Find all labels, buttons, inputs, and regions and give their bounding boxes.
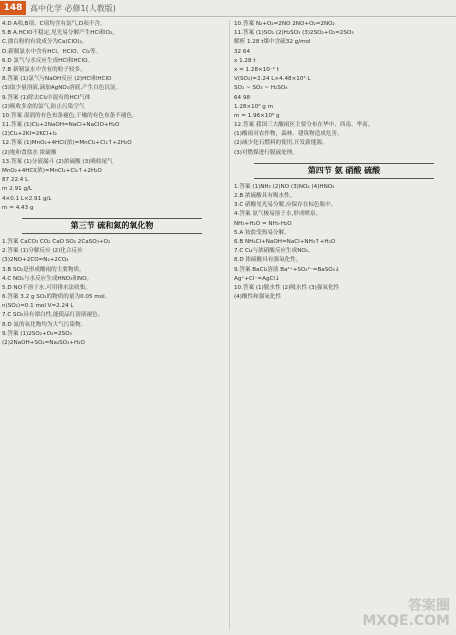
section-title-right: 第四节 氨 硝酸 硫酸 — [254, 163, 434, 179]
answer-line: 11.答案 (1)Cl₂+2NaOH=NaCl+NaClO+H₂O — [2, 122, 120, 129]
answer-line: x 1.28 t — [234, 57, 256, 64]
answer-line: 87 22.4 L — [2, 177, 29, 184]
right-answer-list-2 — [234, 183, 456, 302]
answer-line: 3.B SO₂是形成酸雨的主要物质。 — [2, 266, 85, 273]
answer-line: NH₃+H₂O = NH₃·H₂O — [234, 220, 292, 227]
answer-line: n(SO₂)=0.1 mol V=2.24 L — [2, 303, 74, 310]
answer-line: 9.答案 BaCl₂溶液 Ba²⁺+SO₄²⁻=BaSO₄↓ — [234, 266, 340, 273]
answer-line: (2)吸收多余的氯气,防止污染空气 — [2, 103, 85, 110]
answer-line: 11.答案 (1)SO₂ (2)H₂SO₃ (3)2SO₂+O₂=2SO₃ — [234, 30, 354, 37]
answer-line: V(SO₂)=2.24 L×4.48×10³ L — [234, 76, 311, 83]
page-header — [0, 0, 456, 16]
left-answer-list-2 — [2, 238, 224, 348]
answer-line: 8.答案 (1)氯气与NaOH反应 (2)HCl和HClO — [2, 76, 112, 83]
answer-line: 12.答案 (1)MnO₂+4HCl(浓)=MnCl₂+Cl₂↑+2H₂O — [2, 140, 132, 147]
page-number: 148 — [0, 1, 26, 15]
answer-line: m = 1.96×10⁶ g — [234, 112, 280, 119]
answer-line: 8.D 氮的氧化物均为大气污染物。 — [2, 321, 87, 328]
answer-line: 解析 1.28 t煤中含硫32 g/mol — [234, 39, 311, 46]
watermark-line-1: 答案圈 — [408, 598, 450, 614]
answer-line: 13.答案 (1)分液漏斗 (2)浓硫酸 (3)吸收尾气 — [2, 158, 113, 165]
column-divider — [229, 20, 230, 630]
answer-line: (2)2NaOH+SO₂=Na₂SO₃+H₂O — [2, 340, 85, 346]
answer-line: (2)减少化石燃料的使用,开发新能源。 — [234, 140, 328, 147]
answer-line: Ag⁺+Cl⁻=AgCl↓ — [234, 275, 280, 282]
answer-line: C.漂白粉的有效成分为Ca(ClO)₂。 — [2, 39, 88, 46]
answer-line: 7.C SO₂具有漂白性,能使品红溶液褪色。 — [2, 312, 104, 319]
answer-line: SO₂ ~ SO₃ ~ H₂SO₄ — [234, 85, 288, 92]
answer-line: 1.28×10⁶ g m — [234, 103, 274, 110]
answer-line: 7.B 新制氯水中含有的粒子较多。 — [2, 66, 86, 73]
answer-line: (1)酸雨对农作物、森林、建筑物造成危害。 — [234, 131, 343, 138]
answer-line: 10.答案 湿润的有色布条褪色,干燥的有色布条不褪色。 — [2, 112, 138, 119]
answer-line: 6.D 氯气与水反应生成HCl和HClO。 — [2, 57, 94, 64]
answer-line: 7.C Cu与浓硝酸反应生成NO₂。 — [234, 248, 314, 255]
answer-line: 3.C 硝酸见光易分解,应保存在棕色瓶中。 — [234, 202, 337, 209]
answer-line: 4.D A项,B项、C项均含有氯气,D项不含。 — [2, 21, 106, 27]
answer-line: 5.B A.HClO不稳定,见光易分解产生HCl和O₂。 — [2, 30, 118, 37]
answer-line: MnO₂+4HCl(浓)=MnCl₂+Cl₂↑+2H₂O — [2, 168, 102, 174]
answer-line: m = 4.43 g — [2, 204, 34, 211]
answer-line: 10.答案 (1)脱水性 (2)吸水性 (3)强氧化性 — [234, 284, 340, 291]
answer-line: 5.A 铵盐受热易分解。 — [234, 229, 290, 236]
answer-line: (3)对燃煤进行脱硫处理。 — [234, 149, 298, 156]
answer-line: 6.答案 3.2 g SO₂的物质的量为0.05 mol。 — [2, 294, 111, 301]
answer-line: 9.答案 (1)除去Cl₂中混有的HCl气体 — [2, 94, 91, 101]
answer-line: 4×0.1 L×2.91 g/L — [2, 195, 52, 202]
answer-line: 2.B 浓硫酸具有吸水性。 — [234, 193, 296, 199]
left-column — [2, 20, 224, 348]
section-title-left: 第三节 硫和氮的氧化物 — [22, 218, 202, 234]
answer-line: 6.B NH₄Cl+NaOH=NaCl+NH₃↑+H₂O — [234, 238, 336, 245]
answer-line: (4)酸性和强氧化性 — [234, 294, 282, 301]
book-title: 高中化学 必修1(人教版) — [30, 3, 116, 13]
answer-line: (2)Cl₂+2KI=2KCl+I₂ — [2, 131, 57, 138]
answer-line: 12.答案 我国三大酸雨区主要分布在华中、西南、华南。 — [234, 122, 374, 129]
answer-line: 9.答案 (1)2SO₂+O₂=2SO₃ — [2, 330, 72, 337]
answer-line: (3)取少量溶液,滴加AgNO₃溶液,产生白色沉淀。 — [2, 85, 122, 92]
right-answer-list — [234, 20, 456, 158]
answer-line: 1.答案 CaCO₃ CO₂ CaO SO₂ 2CaSO₃+O₂ — [2, 238, 111, 245]
answer-line: 8.D 浓硫酸具有强氧化性。 — [234, 257, 302, 264]
right-column — [234, 20, 456, 302]
answer-line: x = 1.28×10⁻² t — [234, 66, 279, 73]
answer-line: 4.答案 氨气极易溶于水,形成喷泉。 — [234, 211, 322, 218]
answer-line: 10.答案 N₂+O₂=2NO 2NO+O₂=2NO₂ — [234, 21, 335, 27]
answer-line: (3)2NO+2CO=N₂+2CO₂ — [2, 257, 69, 264]
answer-line: D.新制氯水中含有HCl、HClO、Cl₂等。 — [2, 48, 102, 55]
answer-line: 5.D NO不溶于水,可用排水法收集。 — [2, 284, 91, 291]
answer-line: 32 64 — [234, 48, 251, 55]
watermark-line-2: MXQE.COM — [362, 613, 450, 629]
answer-line: 2.答案 (1)分解反应 (2)化合反应 — [2, 248, 83, 255]
answer-line: m 2.91 g/L — [2, 186, 33, 193]
answer-line: 4.C NO₂与水反应生成HNO₃和NO。 — [2, 275, 93, 282]
answer-line: 64 98 — [234, 94, 251, 101]
watermark-logo — [362, 599, 450, 629]
left-answer-list — [2, 20, 224, 213]
header-rule — [0, 16, 456, 17]
answer-line: (2)饱和食盐水 浓硫酸 — [2, 149, 57, 156]
answer-line: 1.答案 (1)NH₃ (2)NO (3)NO₂ (4)HNO₃ — [234, 183, 335, 190]
